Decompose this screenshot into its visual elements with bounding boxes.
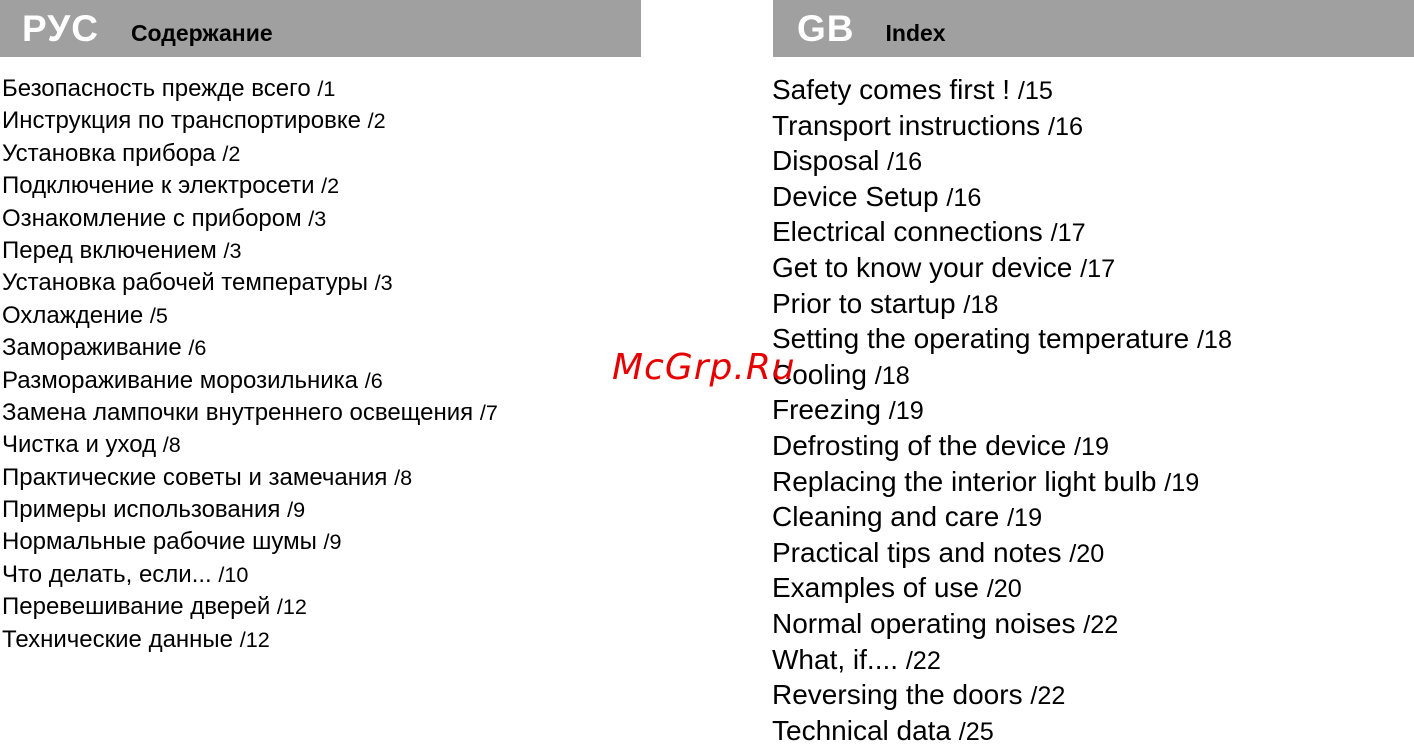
ru-section-header [0,0,641,57]
toc-entry-page: /17 [1080,254,1116,283]
toc-entry-page: /16 [1047,112,1083,141]
ru-toc-entry[interactable] [2,300,498,332]
ru-toc-entry[interactable] [2,462,498,494]
toc-entry-title: Охлаждение [2,301,144,329]
toc-entry-page: /16 [887,148,923,177]
toc-entry-title: Device Setup [772,180,939,212]
gb-toc-entry[interactable] [772,499,1232,535]
toc-entry-title: Ознакомление с прибором [2,204,302,232]
toc-entry-page: /3 [308,205,327,231]
toc-entry-title: Reversing the doors [772,679,1023,711]
toc-entry-page: /18 [963,290,999,319]
toc-entry-title: Что делать, если... [2,560,212,588]
gb-toc-entry[interactable] [772,464,1232,500]
toc-entry-page: /8 [394,464,413,490]
toc-entry-page: /22 [905,646,941,675]
gb-toc-entry[interactable] [772,250,1232,286]
toc-entry-page: /17 [1050,219,1086,248]
toc-entry-title: Замораживание [2,334,182,362]
toc-entry-title: Examples of use [772,572,979,604]
ru-section-title: Содержание [130,20,273,46]
toc-entry-title: Установка рабочей температуры [2,269,368,297]
toc-entry-page: /2 [367,108,386,134]
gb-toc-entry[interactable] [772,392,1232,428]
gb-toc-entry[interactable] [772,606,1232,642]
gb-toc-entry[interactable] [772,108,1232,144]
toc-entry-page: /3 [374,270,393,296]
toc-entry-title: Технические данные [2,625,234,653]
toc-entry-page: /19 [1007,504,1043,533]
ru-toc-entry[interactable] [2,559,498,591]
toc-entry-title: Cooling [772,358,867,390]
toc-entry-page: /3 [223,237,242,263]
ru-toc-entry[interactable] [2,526,498,558]
toc-entry-page: /18 [1196,326,1232,355]
toc-entry-title: Подключение к электросети [2,172,315,200]
toc-entry-title: Перед включением [2,236,217,264]
toc-entry-page: /7 [479,399,498,425]
toc-entry-title: Cleaning and care [772,501,1000,533]
gb-toc-entry[interactable] [772,321,1232,357]
toc-entry-title: Get to know your device [772,251,1073,283]
toc-entry-page: /2 [222,140,241,166]
ru-contents-list [2,73,498,656]
toc-entry-title: Disposal [772,145,880,177]
ru-toc-entry[interactable] [2,624,498,656]
gb-toc-entry[interactable] [772,570,1232,606]
toc-entry-page: /16 [946,183,982,212]
ru-toc-entry[interactable] [2,591,498,623]
toc-entry-title: Чистка и уход [2,431,157,459]
toc-entry-page: /9 [287,497,306,523]
gb-toc-entry[interactable] [772,286,1232,322]
toc-entry-title: Установка прибора [2,139,216,167]
toc-entry-page: /6 [188,335,207,361]
gb-section-header [773,0,1414,57]
toc-entry-page: /9 [323,529,342,555]
toc-entry-page: /19 [1073,432,1109,461]
toc-entry-page: /8 [162,432,181,458]
toc-entry-title: Replacing the interior light bulb [772,465,1157,497]
toc-entry-title: Freezing [772,394,881,426]
toc-entry-title: Замена лампочки внутреннего освещения [2,398,474,426]
toc-entry-page: /20 [986,575,1022,604]
gb-toc-entry[interactable] [772,214,1232,250]
toc-entry-page: /25 [958,717,994,746]
toc-entry-title: Перевешивание дверей [2,593,271,621]
toc-entry-title: Практические советы и замечания [2,463,388,491]
ru-toc-entry[interactable] [2,73,498,105]
toc-entry-page: /19 [1164,468,1200,497]
gb-toc-entry[interactable] [772,642,1232,678]
toc-entry-page: /18 [874,361,910,390]
toc-entry-title: Transport instructions [772,109,1041,141]
toc-entry-page: /20 [1069,539,1105,568]
gb-toc-entry[interactable] [772,143,1232,179]
ru-toc-entry[interactable] [2,105,498,137]
toc-entry-page: /12 [276,594,307,620]
ru-toc-entry[interactable] [2,203,498,235]
ru-lang-code: РУС [22,8,99,49]
gb-toc-entry[interactable] [772,179,1232,215]
toc-entry-page: /10 [218,561,249,587]
toc-entry-title: Инструкция по транспортировке [2,107,361,135]
toc-entry-page: /2 [321,173,340,199]
toc-entry-title: Безопасность прежде всего [2,75,311,102]
ru-toc-entry[interactable] [2,494,498,526]
toc-entry-title: Размораживание морозильника [2,366,359,394]
toc-entry-title: What, if.... [772,643,899,675]
ru-toc-entry[interactable] [2,267,498,299]
ru-toc-entry[interactable] [2,332,498,364]
toc-entry-page: /15 [1017,77,1053,105]
ru-toc-entry[interactable] [2,170,498,202]
toc-entry-title: Defrosting of the device [772,429,1067,461]
watermark: McGrp.Ru [612,347,796,388]
toc-entry-title: Примеры использования [2,496,281,524]
gb-section-title: Index [885,20,946,46]
gb-index-list [772,72,1232,748]
ru-toc-entry[interactable] [2,397,498,429]
toc-entry-page: /22 [1083,610,1119,639]
ru-toc-entry[interactable] [2,429,498,461]
gb-lang-code: GB [797,8,855,49]
gb-toc-entry[interactable] [772,677,1232,713]
toc-entry-page: /6 [364,367,383,393]
toc-entry-title: Normal operating noises [772,607,1076,639]
toc-entry-page: /22 [1030,682,1066,711]
gb-toc-entry[interactable] [772,357,1232,393]
toc-entry-title: Safety comes first ! [772,74,1011,105]
gb-toc-entry[interactable] [772,428,1232,464]
toc-entry-title: Setting the operating temperature [772,323,1190,355]
gb-toc-entry[interactable] [772,72,1232,108]
toc-entry-page: /1 [317,76,336,101]
toc-entry-title: Prior to startup [772,287,956,319]
gb-toc-entry[interactable] [772,535,1232,571]
toc-entry-page: /5 [149,302,168,328]
toc-entry-title: Practical tips and notes [772,536,1062,568]
ru-toc-entry[interactable] [2,235,498,267]
toc-entry-page: /12 [239,626,270,652]
toc-entry-title: Нормальные рабочие шумы [2,528,317,556]
toc-entry-title: Technical data [772,714,952,746]
toc-entry-title: Electrical connections [772,216,1043,248]
ru-toc-entry[interactable] [2,138,498,170]
ru-toc-entry[interactable] [2,365,498,397]
toc-entry-page: /19 [888,397,924,426]
